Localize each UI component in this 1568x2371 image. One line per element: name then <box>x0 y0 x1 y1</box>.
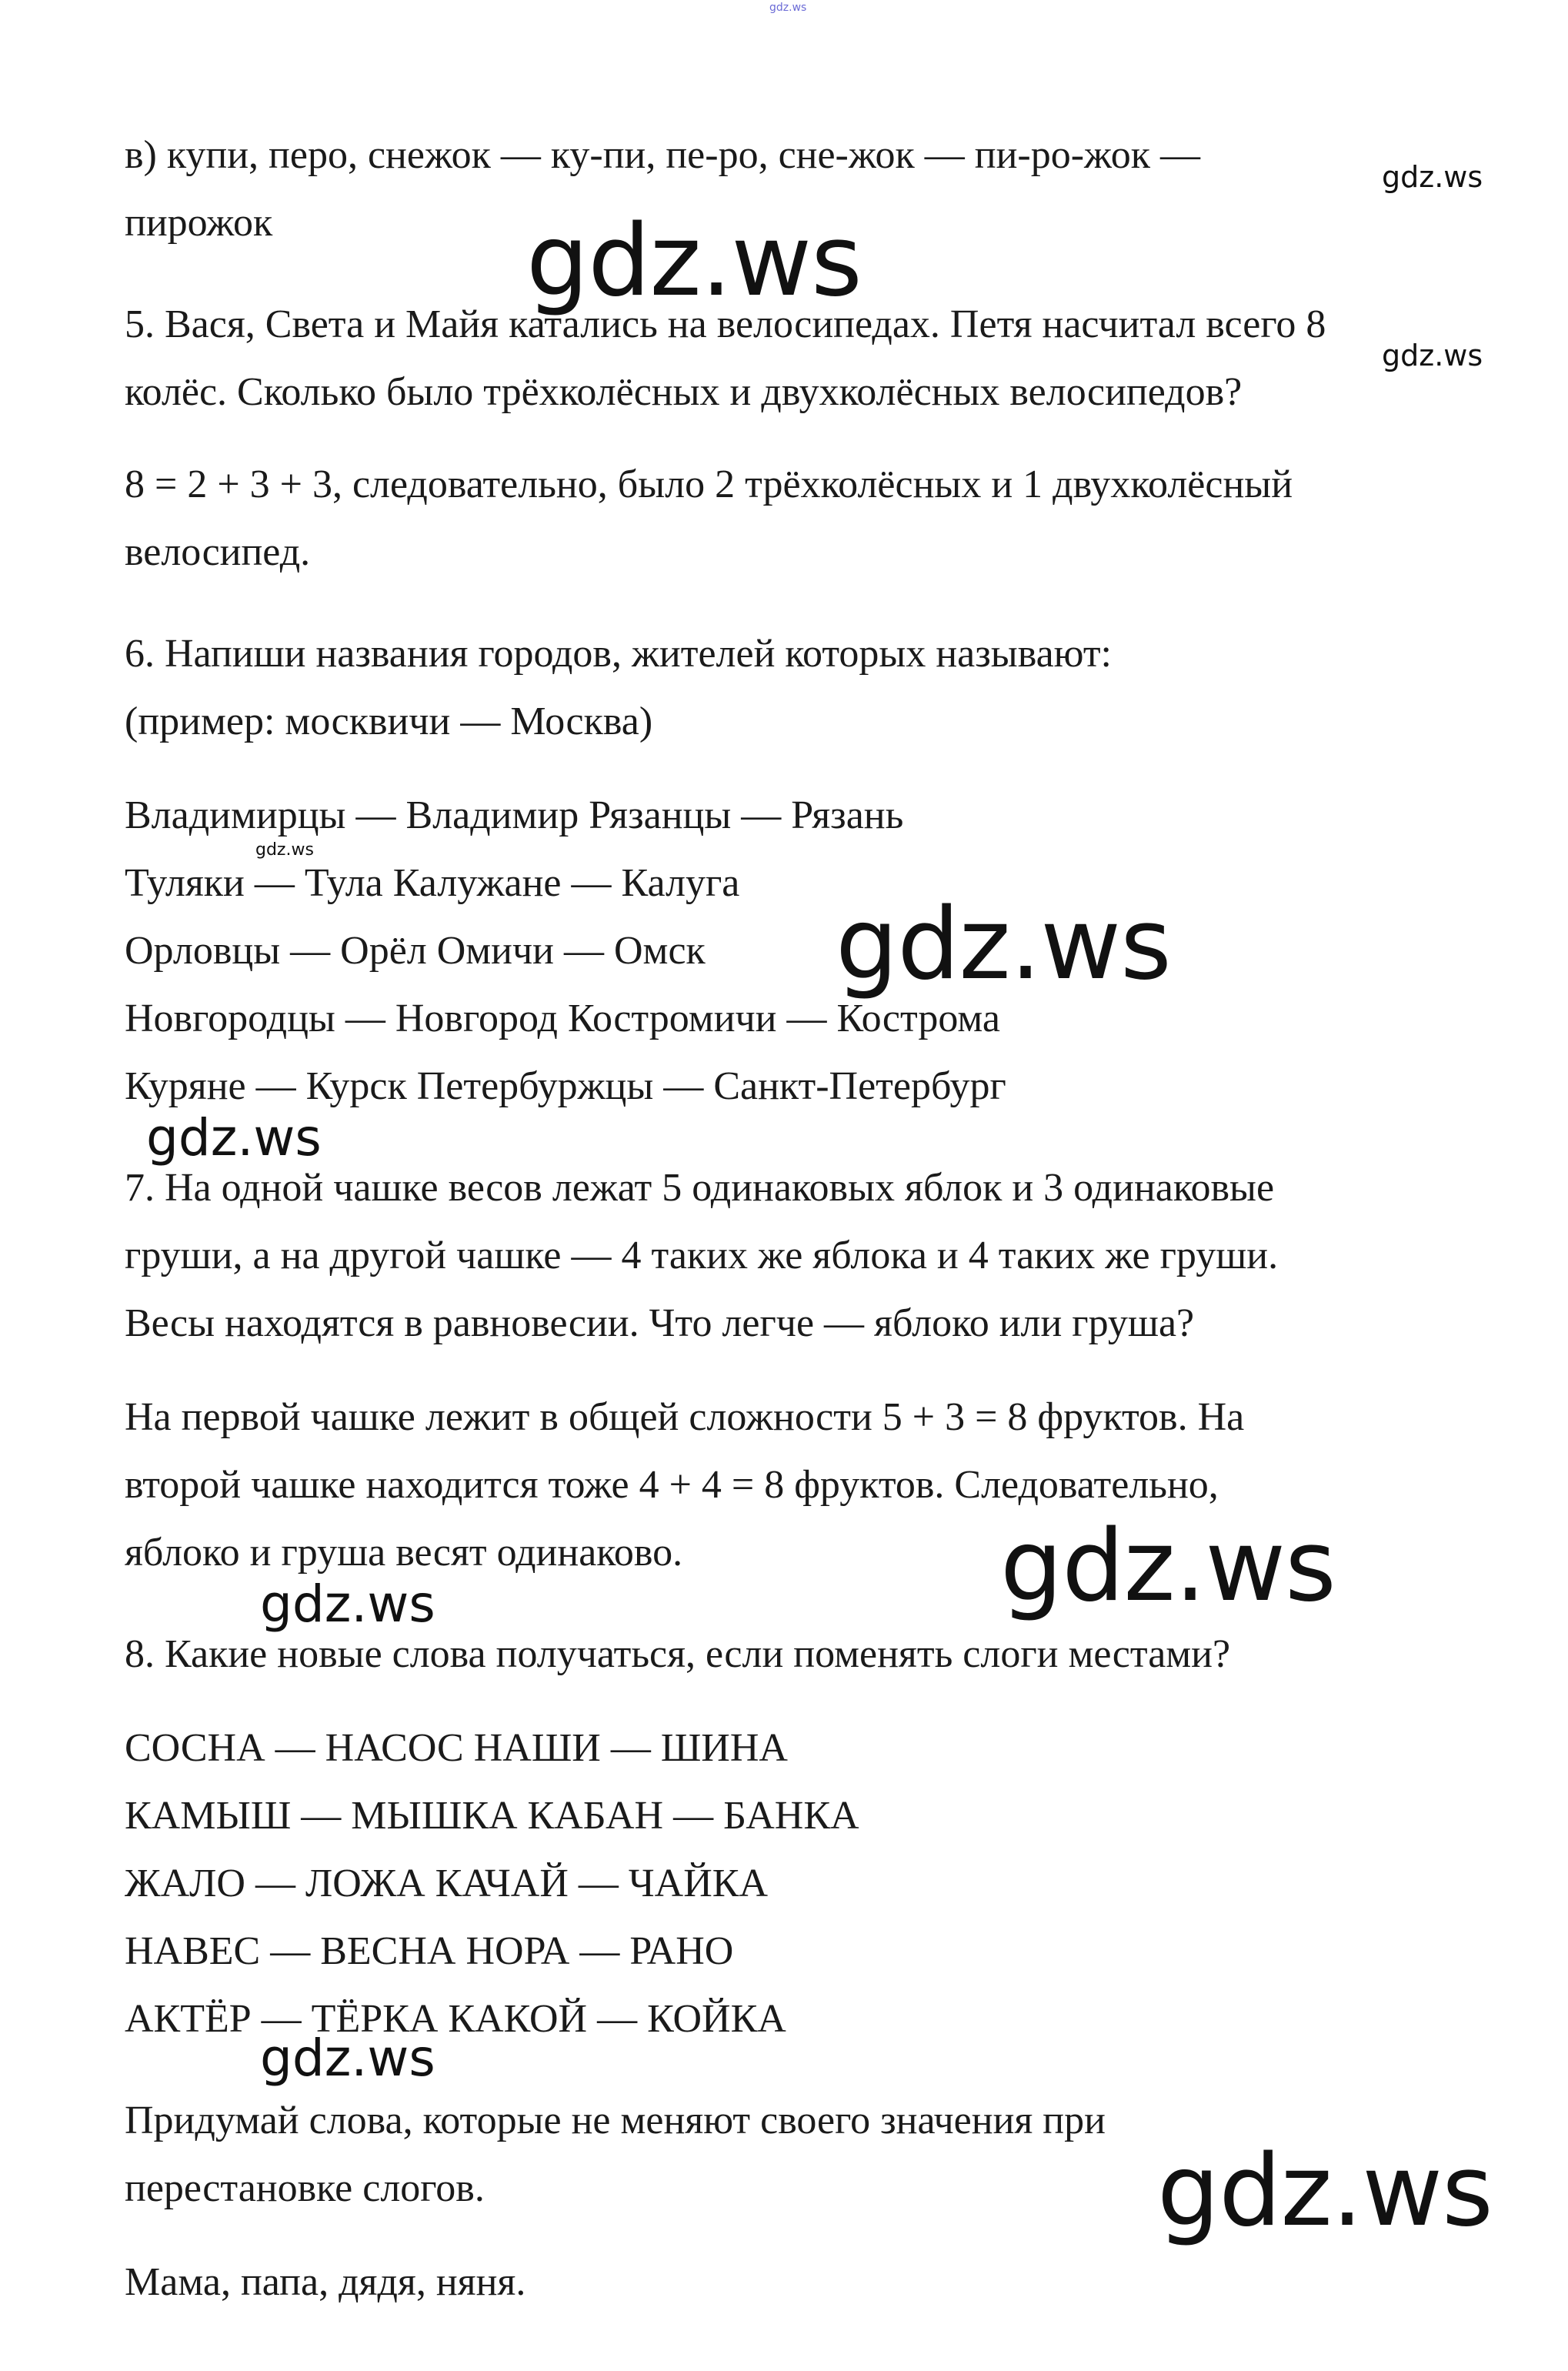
task-7-line-2: груши, а на другой чашке — 4 таких же яблока и 4 таких же груши. <box>125 1234 1279 1277</box>
watermark-mid-2: gdz.ws <box>260 1575 435 1634</box>
watermark-big-1: gdz.ws <box>526 204 862 319</box>
watermark-big-3: gdz.ws <box>1000 1509 1336 1624</box>
answer-7-line-2: второй чашке находится тоже 4 + 4 = 8 фруктов. Следовательно, <box>125 1463 1219 1507</box>
answer-6-line-5: Куряне — Курск Петербуржцы — Санкт-Петербург <box>125 1064 1006 1108</box>
watermark-top: gdz.ws <box>769 2 807 14</box>
answer-8-line-4: НАВЕС — ВЕСНА НОРА — РАНО <box>125 1929 734 1973</box>
watermark-tiny: gdz.ws <box>255 840 314 860</box>
task-6-line-2: (пример: москвичи — Москва) <box>125 700 653 743</box>
task-8-line-1: 8. Какие новые слова получаться, если поменять слоги местами? <box>125 1632 1231 1676</box>
answer-5-line-2: велосипед. <box>125 530 311 574</box>
answer-7-line-1: На первой чашке лежит в общей сложности 5 + 3 = 8 фруктов. На <box>125 1395 1245 1439</box>
answer-4c-line-1: в) купи, перо, снежок — ку-пи, пе-ро, сне-жок — пи-ро-жок — <box>125 133 1200 177</box>
task-5-line-1: 5. Вася, Света и Майя катались на велосипедах. Петя насчитал всего 8 <box>125 302 1326 346</box>
answer-8-line-5: АКТЁР — ТЁРКА КАКОЙ — КОЙКА <box>125 1997 786 2041</box>
task-8b-line-2: перестановке слогов. <box>125 2166 485 2210</box>
task-5-line-2: колёс. Сколько было трёхколёсных и двухколёсных велосипедов? <box>125 370 1243 414</box>
answer-8-line-1: СОСНА — НАСОС НАШИ — ШИНА <box>125 1726 788 1770</box>
watermark-big-2: gdz.ws <box>836 887 1171 1002</box>
watermark-mid-3: gdz.ws <box>260 2029 435 2088</box>
answer-5-line-1: 8 = 2 + 3 + 3, следовательно, было 2 трёхколёсных и 1 двухколёсный <box>125 463 1293 506</box>
answer-4c-line-2: пирожок <box>125 201 273 245</box>
task-8b-line-1: Придумай слова, которые не меняют своего значения при <box>125 2099 1106 2142</box>
watermark-mid-1: gdz.ws <box>146 1108 322 1167</box>
answer-6-line-1: Владимирцы — Владимир Рязанцы — Рязань <box>125 793 904 837</box>
answer-7-line-3: яблоко и груша весят одинаково. <box>125 1531 683 1575</box>
answer-8-line-3: ЖАЛО — ЛОЖА КАЧАЙ — ЧАЙКА <box>125 1862 769 1905</box>
answer-6-line-3: Орловцы — Орёл Омичи — Омск <box>125 929 706 973</box>
task-6-line-1: 6. Напиши названия городов, жителей которых называют: <box>125 632 1112 676</box>
watermark-small-1: gdz.ws <box>1382 160 1483 194</box>
answer-6-line-2: Туляки — Тула Калужане — Калуга <box>125 861 740 905</box>
watermark-big-4: gdz.ws <box>1157 2134 1493 2249</box>
answer-6-line-4: Новгородцы — Новгород Костромичи — Кострома <box>125 997 1000 1040</box>
answer-8b-line-1: Мама, папа, дядя, няня. <box>125 2260 526 2304</box>
watermark-small-2: gdz.ws <box>1382 339 1483 372</box>
task-7-line-1: 7. На одной чашке весов лежат 5 одинаковых яблок и 3 одинаковые <box>125 1166 1275 1210</box>
answer-8-line-2: КАМЫШ — МЫШКА КАБАН — БАНКА <box>125 1794 859 1838</box>
task-7-line-3: Весы находятся в равновесии. Что легче — яблоко или груша? <box>125 1301 1195 1345</box>
